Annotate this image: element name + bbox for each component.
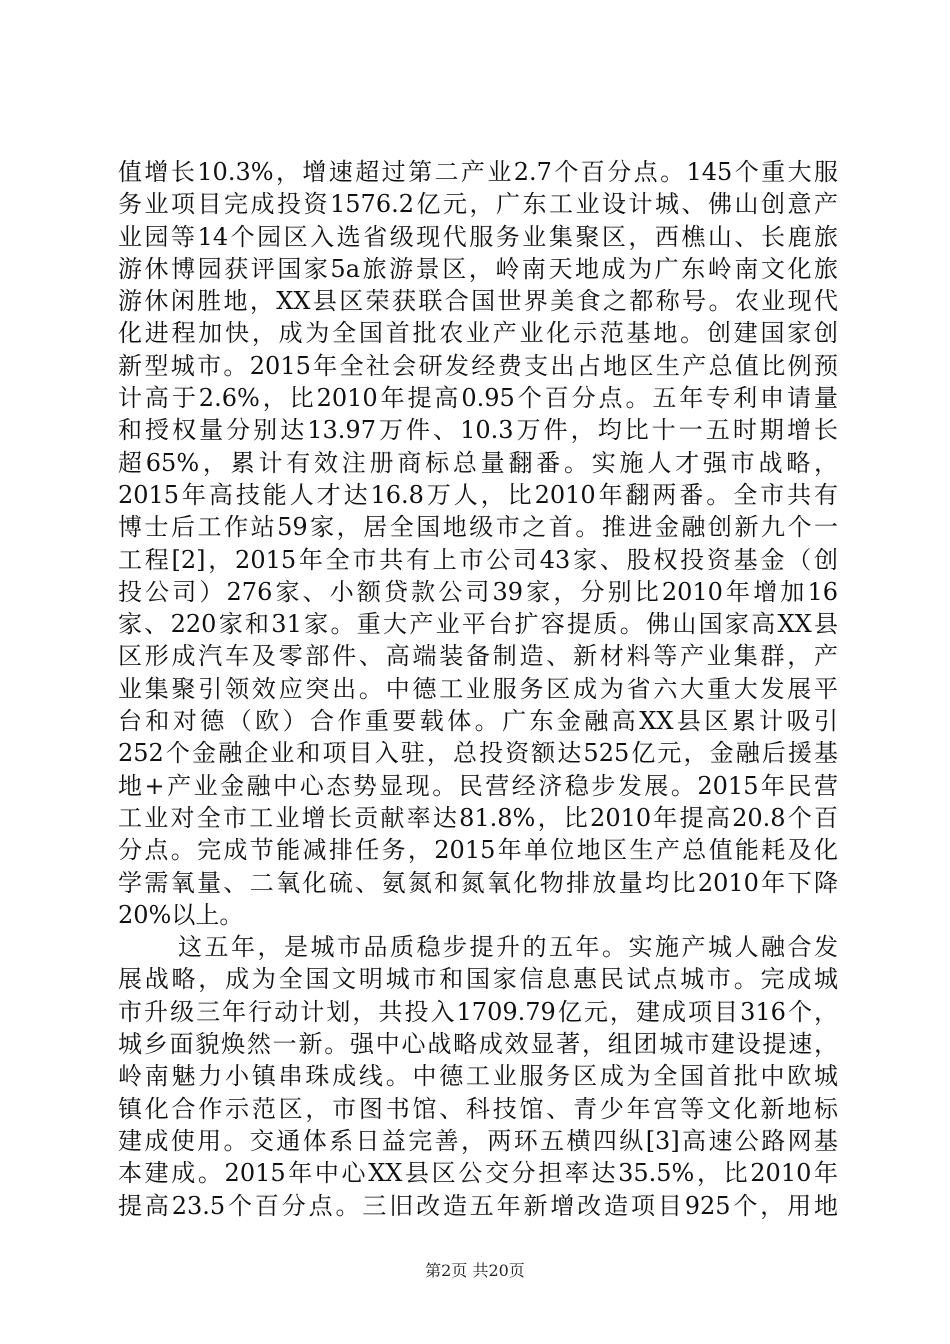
text-line: 化进程加快，成为全国首批农业产业化示范基地。创建国家创: [118, 319, 838, 348]
text-line: 工程[2]，2015年全市共有上市公司43家、股权投资基金（创: [118, 545, 838, 574]
text-line: 市升级三年行动计划，共投入1709.79亿元，建成项目316个，: [118, 997, 838, 1026]
text-line: 计高于2.6%，比2010年提高0.95个百分点。五年专利申请量: [118, 384, 838, 413]
text-line: 和授权量分别达13.97万件、10.3万件，均比十一五时期增长: [118, 416, 838, 445]
text-line: 台和对德（欧）合作重要载体。广东金融高XX县区累计吸引: [118, 707, 838, 736]
text-line: 地+产业金融中心态势显现。民营经济稳步发展。2015年民营: [118, 771, 838, 800]
text-line: 业集聚引领效应突出。中德工业服务区成为省六大重大发展平: [118, 674, 838, 703]
text-line: 20%以上。: [118, 900, 244, 929]
text-line: 镇化合作示范区，市图书馆、科技馆、青少年宫等文化新地标: [118, 1094, 838, 1123]
text-line: 展战略，成为全国文明城市和国家信息惠民试点城市。完成城: [118, 965, 838, 994]
text-line: 超65%，累计有效注册商标总量翻番。实施人才强市战略，: [118, 448, 838, 477]
text-line: 值增长10.3%，增速超过第二产业2.7个百分点。145个重大服: [118, 158, 838, 186]
text-line: 这五年，是城市品质稳步提升的五年。实施产城人融合发: [178, 933, 838, 962]
text-line: 252个金融企业和项目入驻，总投资额达525亿元，金融后援基: [118, 739, 838, 768]
text-line: 游休闲胜地，XX县区荣获联合国世界美食之都称号。农业现代: [118, 287, 838, 316]
text-line: 投公司）276家、小额贷款公司39家，分别比2010年增加16: [118, 577, 838, 606]
text-line: 工业对全市工业增长贡献率达81.8%，比2010年提高20.8个百: [118, 803, 838, 832]
page-footer: 第2页 共20页: [425, 1261, 525, 1280]
text-line: 建成使用。交通体系日益完善，两环五横四纵[3]高速公路网基: [118, 1126, 838, 1155]
text-line: 岭南魅力小镇串珠成线。中德工业服务区成为全国首批中欧城: [118, 1062, 838, 1091]
text-line: 提高23.5个百分点。三旧改造五年新增改造项目925个，用地: [118, 1191, 838, 1220]
text-line: 分点。完成节能减排任务，2015年单位地区生产总值能耗及化: [118, 836, 838, 865]
text-line: 区形成汽车及零部件、高端装备制造、新材料等产业集群，产: [118, 642, 838, 671]
text-line: 业园等14个园区入选省级现代服务业集聚区，西樵山、长鹿旅: [118, 222, 838, 251]
text-line: 家、220家和31家。重大产业平台扩容提质。佛山国家高XX县: [118, 610, 838, 639]
text-line: 游休博园获评国家5a旅游景区，岭南天地成为广东岭南文化旅: [118, 254, 838, 283]
text-line: 2015年高技能人才达16.8万人，比2010年翻两番。全市共有: [118, 480, 838, 509]
body-text: [118, 156, 838, 1222]
text-line: 新型城市。2015年全社会研发经费支出占地区生产总值比例预: [118, 351, 838, 380]
text-line: 博士后工作站59家，居全国地级市之首。推进金融创新九个一: [118, 513, 838, 542]
text-line: 学需氧量、二氧化硫、氨氮和氮氧化物排放量均比2010年下降: [118, 868, 838, 897]
text-line: 本建成。2015年中心XX县区公交分担率达35.5%，比2010年: [118, 1159, 838, 1188]
text-line: 务业项目完成投资1576.2亿元，广东工业设计城、佛山创意产: [118, 190, 838, 219]
text-line: 城乡面貌焕然一新。强中心战略成效显著，组团城市建设提速，: [118, 1030, 838, 1059]
